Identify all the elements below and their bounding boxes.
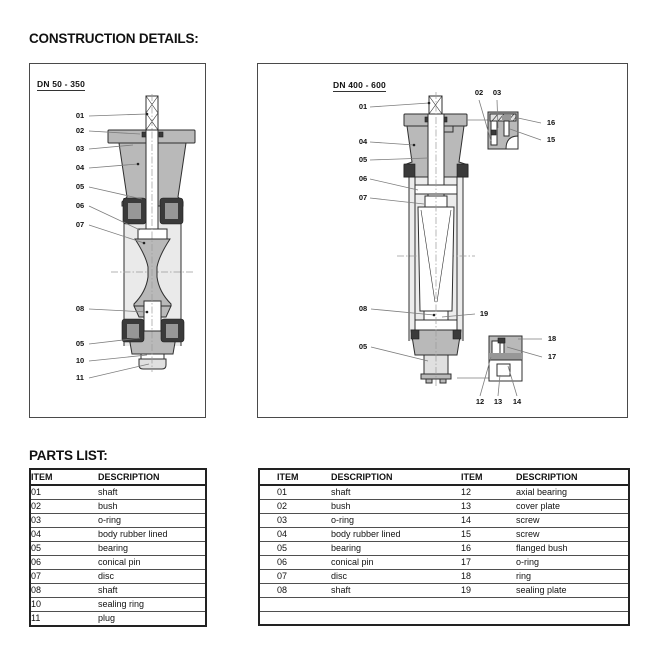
description-cell: body rubber lined	[331, 529, 401, 539]
table-row	[259, 500, 629, 514]
callout-label: 05	[358, 342, 368, 351]
item-cell: 06	[31, 557, 42, 567]
seal-band	[457, 164, 468, 177]
description-cell	[331, 598, 461, 612]
lower-bearing	[453, 330, 461, 339]
size-range-label: DN 400 - 600	[333, 80, 386, 90]
description-cell: shaft	[331, 585, 351, 595]
plug	[139, 359, 166, 369]
callout-label: 02	[75, 126, 85, 135]
item-cell: 11	[31, 613, 41, 623]
item-cell: 10	[31, 599, 42, 609]
table-row	[30, 570, 206, 584]
item-cell	[259, 611, 331, 625]
description-cell: disc	[331, 571, 348, 581]
description-cell	[331, 611, 461, 625]
sealing-ring	[141, 354, 164, 359]
table-row	[30, 485, 206, 500]
item-cell: 17	[461, 557, 472, 567]
description-cell: shaft	[331, 487, 351, 497]
callout-label: 13	[493, 397, 503, 406]
description-header: DESCRIPTION	[516, 471, 578, 482]
description-cell: shaft	[98, 585, 118, 595]
o-ring	[159, 132, 163, 137]
callout-label: 11	[76, 373, 84, 382]
description-cell: ring	[516, 571, 532, 581]
callout-label: 01	[358, 102, 368, 111]
callout-label: 03	[75, 144, 85, 153]
table-row	[30, 556, 206, 570]
description-cell: axial bearing	[516, 487, 568, 497]
description-cell: cover plate	[516, 501, 561, 511]
table-row	[30, 500, 206, 514]
item-cell: 19	[461, 585, 472, 595]
item-cell: 06	[277, 557, 288, 567]
callout-label: 10	[75, 356, 85, 365]
disc-plate	[138, 229, 167, 239]
callout-label: 02	[474, 88, 484, 97]
table-row	[259, 556, 629, 570]
callout-label: 03	[492, 88, 502, 97]
item-cell: 08	[31, 585, 42, 595]
description-cell: flanged bush	[516, 543, 568, 553]
callout-label: 19	[479, 309, 489, 318]
description-cell: o-ring	[516, 557, 540, 567]
callout-label: 08	[75, 304, 85, 313]
o-ring	[142, 132, 146, 137]
construction-details-title: CONSTRUCTION DETAILS:	[29, 31, 199, 46]
callout-label: 08	[358, 304, 368, 313]
lower-detail-inset	[489, 336, 522, 381]
description-cell: bush	[98, 501, 118, 511]
description-cell: sealing plate	[516, 585, 567, 595]
item-cell: 15	[461, 529, 472, 539]
item-cell: 01	[31, 487, 42, 497]
description-cell: body rubber lined	[98, 529, 168, 539]
item-cell: 02	[31, 501, 42, 511]
seal-band	[404, 164, 415, 177]
table-header-row	[259, 469, 629, 485]
item-cell: 16	[461, 543, 472, 553]
parts-table-dn400-600	[258, 468, 630, 626]
item-cell	[461, 598, 516, 612]
item-cell: 08	[277, 585, 288, 595]
table-row	[30, 598, 206, 612]
description-cell	[516, 611, 629, 625]
description-cell: bearing	[331, 543, 362, 553]
bush	[444, 126, 453, 132]
callout-label: 05	[75, 182, 85, 191]
table-row	[30, 584, 206, 598]
description-cell: conical pin	[98, 557, 141, 567]
table-row	[259, 611, 629, 625]
lower-bearing	[411, 330, 419, 339]
callout-label: 06	[75, 201, 85, 210]
table-row	[259, 528, 629, 542]
item-cell: 13	[461, 501, 472, 511]
bolt	[426, 379, 432, 383]
callout-label: 04	[358, 137, 368, 146]
description-cell: bearing	[98, 543, 129, 553]
item-cell: 05	[31, 543, 42, 553]
item-cell: 07	[277, 571, 288, 581]
table-row	[259, 542, 629, 556]
table-row	[30, 542, 206, 556]
item-cell: 03	[277, 515, 288, 525]
description-cell: screw	[516, 515, 540, 525]
item-header: ITEM	[277, 471, 299, 482]
item-cell: 04	[31, 529, 42, 539]
description-cell: bush	[331, 501, 351, 511]
description-cell: screw	[516, 529, 540, 539]
item-cell: 05	[277, 543, 288, 553]
table-header-row	[30, 469, 206, 485]
description-cell: o-ring	[331, 515, 355, 525]
callout-label: 16	[546, 118, 556, 127]
table-row	[30, 612, 206, 627]
description-cell: o-ring	[98, 515, 122, 525]
table-row	[259, 598, 629, 612]
callout-label: 12	[475, 397, 485, 406]
callout-label: 18	[547, 334, 557, 343]
table-row	[259, 584, 629, 598]
item-cell: 01	[277, 487, 288, 497]
table-row	[259, 514, 629, 528]
valve-drawing-dn50-350	[30, 64, 205, 417]
callout-label: 05	[358, 155, 368, 164]
table-row	[30, 528, 206, 542]
table-row	[30, 514, 206, 528]
valve-drawing-dn400-600	[258, 64, 627, 417]
callout-label: 01	[75, 111, 85, 120]
table-row	[259, 485, 629, 500]
description-cell	[516, 598, 629, 612]
item-header: ITEM	[31, 471, 53, 482]
item-cell	[259, 598, 331, 612]
callout-label: 07	[75, 220, 85, 229]
item-cell: 03	[31, 515, 42, 525]
item-cell: 18	[461, 571, 472, 581]
item-cell: 02	[277, 501, 288, 511]
diagram-panel-dn50-350	[29, 63, 206, 418]
callout-label: 14	[512, 397, 522, 406]
callout-label: 17	[547, 352, 557, 361]
description-header: DESCRIPTION	[331, 471, 393, 482]
callout-label: 06	[358, 174, 368, 183]
callout-label: 07	[358, 193, 368, 202]
description-cell: sealing ring	[98, 599, 145, 609]
callout-label: 15	[546, 135, 556, 144]
size-range-label: DN 50 - 350	[37, 79, 86, 89]
item-cell: 07	[31, 571, 42, 581]
callout-label: 04	[75, 163, 85, 172]
item-header: ITEM	[461, 471, 483, 482]
description-header: DESCRIPTION	[98, 471, 160, 482]
description-cell: plug	[98, 613, 116, 623]
item-cell: 14	[461, 515, 472, 525]
item-cell: 04	[277, 529, 288, 539]
table-row	[259, 570, 629, 584]
item-cell	[461, 611, 516, 625]
parts-list-title: PARTS LIST:	[29, 448, 108, 463]
callout-label: 05	[75, 339, 85, 348]
diagram-panel-dn400-600	[257, 63, 628, 418]
description-cell: conical pin	[331, 557, 374, 567]
parts-table-dn50-350	[29, 468, 207, 627]
item-cell: 12	[461, 487, 472, 497]
description-cell: shaft	[98, 487, 118, 497]
bolt	[440, 379, 446, 383]
description-cell: disc	[98, 571, 115, 581]
